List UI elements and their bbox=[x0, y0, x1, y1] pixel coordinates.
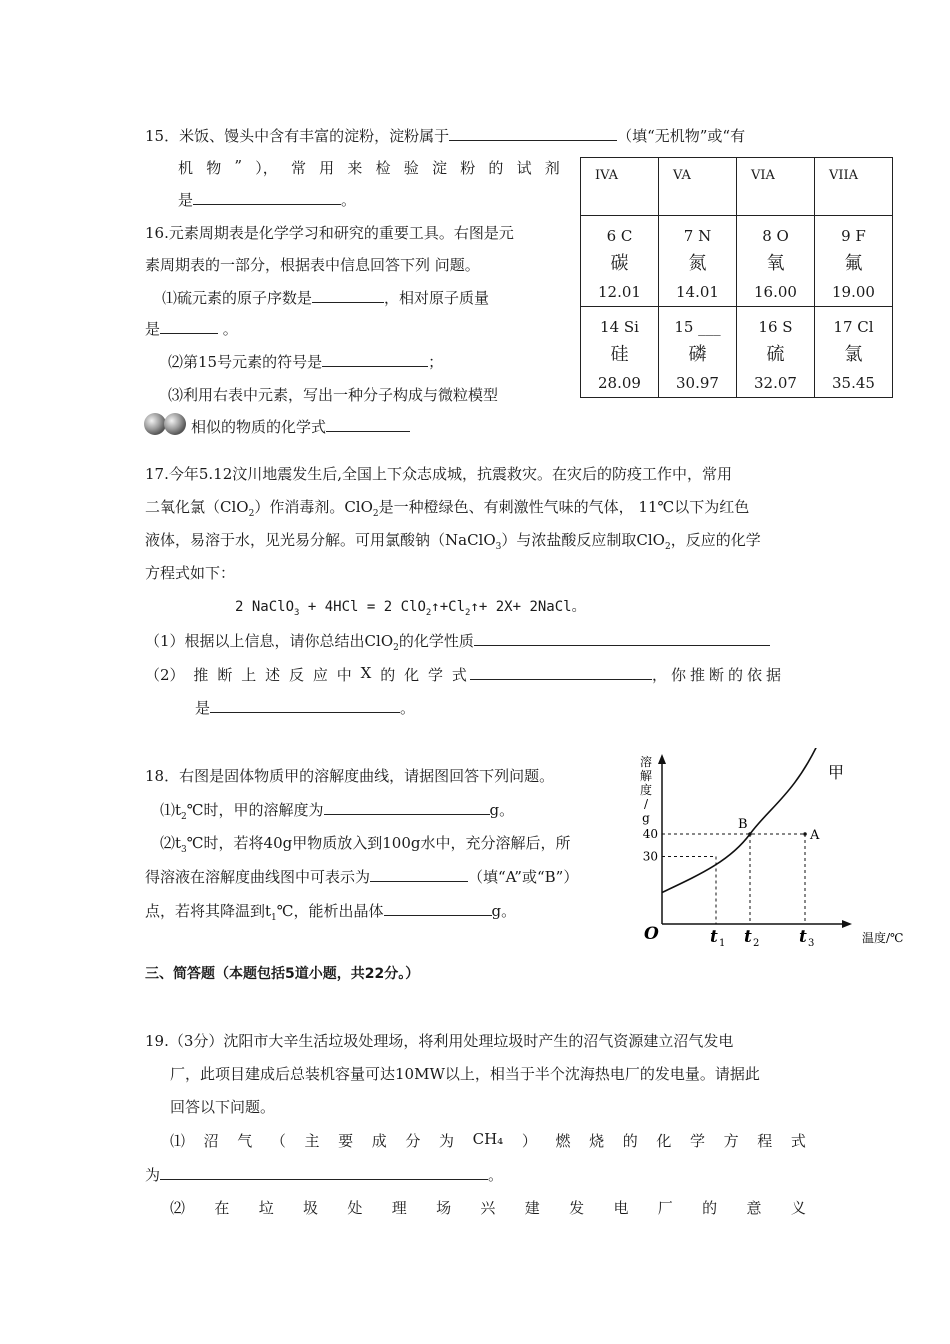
q15-char: 物 bbox=[206, 159, 222, 177]
q17-char: 的 bbox=[380, 666, 396, 684]
section3-title: 三、简答题（本题包括5道小题，共22分。） bbox=[145, 966, 420, 982]
guide-lines bbox=[662, 832, 807, 924]
q16-sub3: ⑶利用右表中元素，写出一种分子构成与微粒模型 bbox=[168, 386, 499, 404]
q19-char: 厂 bbox=[657, 1199, 673, 1217]
q16-sub2: ⑵第15号元素的符号是 ； bbox=[168, 353, 444, 371]
q17-char: 学 bbox=[428, 666, 444, 684]
y-label-char: 溶 bbox=[639, 755, 653, 769]
q17-sub2 bbox=[145, 664, 467, 685]
q19-char: 兴 bbox=[480, 1199, 496, 1217]
pt-header: IVA bbox=[581, 158, 659, 216]
q19-sub1-cont: 为 。 bbox=[145, 1166, 504, 1184]
pt-cell: 8 O 氧 16.00 bbox=[737, 216, 815, 307]
x-tick-sub: 1 bbox=[719, 938, 726, 949]
q15-char: 粉 bbox=[460, 159, 476, 177]
q15-char: ）， bbox=[255, 159, 278, 177]
y-tick-label: 30 bbox=[642, 849, 658, 864]
q15-blank-2[interactable] bbox=[193, 190, 341, 205]
q19-char: 方 bbox=[723, 1132, 739, 1150]
q19-char: 的 bbox=[622, 1132, 638, 1150]
q15-text-d: 。 bbox=[341, 191, 357, 209]
q19-blank-1[interactable] bbox=[160, 1165, 488, 1180]
origin-label: O bbox=[644, 924, 659, 944]
q19-char: 式 bbox=[790, 1132, 806, 1150]
pt-header: VIIA bbox=[815, 158, 893, 216]
periodic-table bbox=[580, 157, 893, 398]
y-label-char: g bbox=[642, 811, 650, 825]
q17-char: 化 bbox=[404, 666, 420, 684]
q19-char: 意 bbox=[746, 1199, 762, 1217]
q19-char: 主 bbox=[304, 1132, 320, 1150]
q19-char: （ bbox=[270, 1132, 286, 1150]
y-label-char: / bbox=[643, 797, 649, 811]
q15-line1 bbox=[145, 125, 745, 146]
q19-sub2 bbox=[170, 1197, 806, 1218]
q19-char: 要 bbox=[338, 1132, 354, 1150]
pt-cell: 9 F 氟 19.00 bbox=[815, 216, 893, 307]
q19-char: 发 bbox=[569, 1199, 585, 1217]
q15-char: 试 bbox=[516, 159, 532, 177]
q19-line1: 19.（3分）沈阳市大辛生活垃圾处理场，将利用处理垃圾时产生的沼气资源建立沼气发电 bbox=[145, 1032, 734, 1050]
x-tick-label: t bbox=[744, 927, 752, 947]
solubility-chart bbox=[630, 748, 925, 950]
q19-line3: 回答以下问题。 bbox=[170, 1098, 276, 1116]
q19-char: 义 bbox=[790, 1199, 806, 1217]
pt-cell: 6 C 碳 12.01 bbox=[581, 216, 659, 307]
q18-line3: 得溶液在溶解度曲线图中可表示为 （填“A”或“B”） bbox=[145, 868, 579, 886]
curve-label: 甲 bbox=[828, 763, 845, 782]
q19-char: 气 bbox=[237, 1132, 253, 1150]
q15-char: 来 bbox=[347, 159, 363, 177]
q17-equation: 2 NaClO$_3$ + 4HCl = 2 $ClO_2↑+Cl_2↑+ 2X+$ 2NaCl。 bbox=[235, 599, 586, 618]
x-tick-label: t bbox=[710, 927, 718, 947]
q17-line4: 方程式如下： bbox=[145, 564, 236, 582]
x-tick-sub: 2 bbox=[753, 938, 760, 949]
q17-char: 式 bbox=[451, 666, 467, 684]
q19-char: 化 bbox=[656, 1132, 672, 1150]
q19-char: 分 bbox=[405, 1132, 421, 1150]
q15-blank-1[interactable] bbox=[449, 126, 617, 141]
q15-line2 bbox=[178, 157, 560, 178]
q15-char: 常 bbox=[290, 159, 306, 177]
q17-char: 反 bbox=[288, 666, 304, 684]
q17-char: 上 bbox=[241, 666, 257, 684]
q19-char: ） bbox=[521, 1132, 537, 1150]
q15-char: 验 bbox=[403, 159, 419, 177]
q19-sub1 bbox=[170, 1130, 806, 1151]
q16-blank-2[interactable] bbox=[160, 319, 218, 334]
q15-char: 的 bbox=[488, 159, 504, 177]
q17-line3: 液体，易溶于水，见光易分解。可用氯酸钠（NaClO$_3$）与浓盐酸反应制取ClO$_2$，反应的化学 bbox=[145, 531, 761, 552]
q19-char: ⑵ bbox=[170, 1199, 186, 1217]
q17-char: 中 bbox=[336, 666, 352, 684]
q15-char: 用 bbox=[319, 159, 335, 177]
q19-char: 沼 bbox=[203, 1132, 219, 1150]
pt-header: VA bbox=[659, 158, 737, 216]
q16-line1: 16.元素周期表是化学学习和研究的重要工具。右图是元 bbox=[145, 224, 514, 242]
pt-cell: 15 ___ 磷 30.97 bbox=[659, 307, 737, 398]
q17-blank-2[interactable] bbox=[470, 665, 652, 680]
q18-sub2: $⑵t_3℃$时，若将40g甲物质放入到100g水中，充分溶解后，所 bbox=[160, 834, 571, 855]
y-label-char: 度 bbox=[639, 783, 653, 797]
q17-sub1: （1）根据以上信息，请你总结出ClO$_2$的化学性质 bbox=[145, 630, 770, 653]
point-label-A: A bbox=[810, 828, 820, 843]
y-axis-label bbox=[640, 754, 652, 825]
pt-cell: 16 S 硫 32.07 bbox=[737, 307, 815, 398]
q19-char: 垃 bbox=[258, 1199, 274, 1217]
q17-sub2-c: 是 。 bbox=[195, 699, 416, 717]
q19-char: 的 bbox=[702, 1199, 718, 1217]
q16-blank-3[interactable] bbox=[322, 352, 428, 367]
molecule-model-icon bbox=[143, 412, 189, 436]
pt-cell: 17 Cl 氯 35.45 bbox=[815, 307, 893, 398]
q18-blank-2[interactable] bbox=[370, 867, 468, 882]
q19-char: 烧 bbox=[589, 1132, 605, 1150]
x-axis-arrow-icon bbox=[842, 920, 852, 928]
q19-char: 圾 bbox=[303, 1199, 319, 1217]
q15-char: 机 bbox=[178, 159, 194, 177]
point-label-B: B bbox=[738, 817, 748, 832]
q19-char: 场 bbox=[436, 1199, 452, 1217]
q17-char: （2） bbox=[145, 666, 185, 684]
q17-char: 断 bbox=[217, 666, 233, 684]
q19-char: 建 bbox=[524, 1199, 540, 1217]
q19-char: 燃 bbox=[555, 1132, 571, 1150]
q15-char: ” bbox=[234, 157, 243, 175]
q19-line2: 厂，此项目建成后总装机容量可达10MW以上，相当于半个沈海热电厂的发电量。请据此 bbox=[170, 1065, 760, 1083]
q16-blank-1[interactable] bbox=[312, 288, 384, 303]
q17-char: 推 bbox=[193, 666, 209, 684]
x-tick-sub: 3 bbox=[808, 938, 815, 949]
q19-char: 处 bbox=[347, 1199, 363, 1217]
q16-blank-4[interactable] bbox=[326, 417, 410, 432]
q18-blank-1[interactable] bbox=[324, 800, 490, 815]
pt-header: VIA bbox=[737, 158, 815, 216]
q17-blank-3[interactable] bbox=[210, 698, 400, 713]
q19-char: 为 bbox=[439, 1132, 455, 1150]
q18-line4: 点，若将其降温到$t_1℃$，能析出晶体 g。 bbox=[145, 902, 517, 923]
q16-sub1: ⑴硫元素的原子序数是 ，相对原子质量 bbox=[162, 289, 490, 307]
q19-char: 理 bbox=[391, 1199, 407, 1217]
q19-char: 在 bbox=[214, 1199, 230, 1217]
q17-char: 述 bbox=[265, 666, 281, 684]
x-axis-label: 温度/℃ bbox=[862, 931, 904, 945]
q16-line2: 素周期表的一部分，根据表中信息回答下列 问题。 bbox=[145, 256, 480, 274]
q16-sub1-cont: 是 。 bbox=[145, 320, 238, 338]
q16-sub3-cont: 相似的物质的化学式 bbox=[191, 416, 410, 437]
q18-blank-3[interactable] bbox=[384, 901, 492, 916]
point-A bbox=[803, 832, 807, 836]
q18-sub1: $⑴t_2℃$时，甲的溶解度为 g。 bbox=[160, 801, 515, 822]
q19-char: ⑴ bbox=[170, 1132, 186, 1150]
y-axis-arrow-icon bbox=[658, 754, 666, 764]
q17-char: X bbox=[360, 664, 372, 682]
q17-line2: 二氧化氯（ClO$_2$）作消毒剂。ClO$_2$是一种橙绿色、有刺激性气味的气体， 11℃以下为红色 bbox=[145, 498, 750, 519]
q19-char: 程 bbox=[757, 1132, 773, 1150]
pt-cell: 14 Si 硅 28.09 bbox=[581, 307, 659, 398]
q15-text-c: 是 bbox=[178, 191, 194, 209]
q17-char: 应 bbox=[312, 666, 328, 684]
q15-text-b: （填“无机物”或“有 bbox=[617, 127, 746, 145]
q19-char: 学 bbox=[689, 1132, 705, 1150]
pt-cell: 7 N 氮 14.01 bbox=[659, 216, 737, 307]
q17-line1: 17.今年5.12汶川地震发生后,全国上下众志成城，抗震救灾。在灾后的防疫工作中，常用 bbox=[145, 465, 733, 483]
y-tick-label: 40 bbox=[642, 827, 658, 841]
x-tick-label: t bbox=[799, 927, 807, 947]
q19-char: CH₄ bbox=[472, 1130, 504, 1148]
q15-char: 检 bbox=[375, 159, 391, 177]
y-label-char: 解 bbox=[639, 769, 653, 783]
q17-sub2-b: ，你推断的依据 bbox=[470, 664, 785, 685]
q15-line3 bbox=[178, 189, 356, 210]
q15-char: 剂 bbox=[544, 159, 560, 177]
q19-char: 成 bbox=[371, 1132, 387, 1150]
q19-char: 电 bbox=[613, 1199, 629, 1217]
q15-text-a: 15．米饭、馒头中含有丰富的淀粉，淀粉属于 bbox=[145, 127, 450, 145]
q17-blank-1[interactable] bbox=[474, 631, 770, 646]
q15-char: 淀 bbox=[431, 159, 447, 177]
q18-line1: 18．右图是固体物质甲的溶解度曲线，请据图回答下列问题。 bbox=[145, 767, 555, 785]
